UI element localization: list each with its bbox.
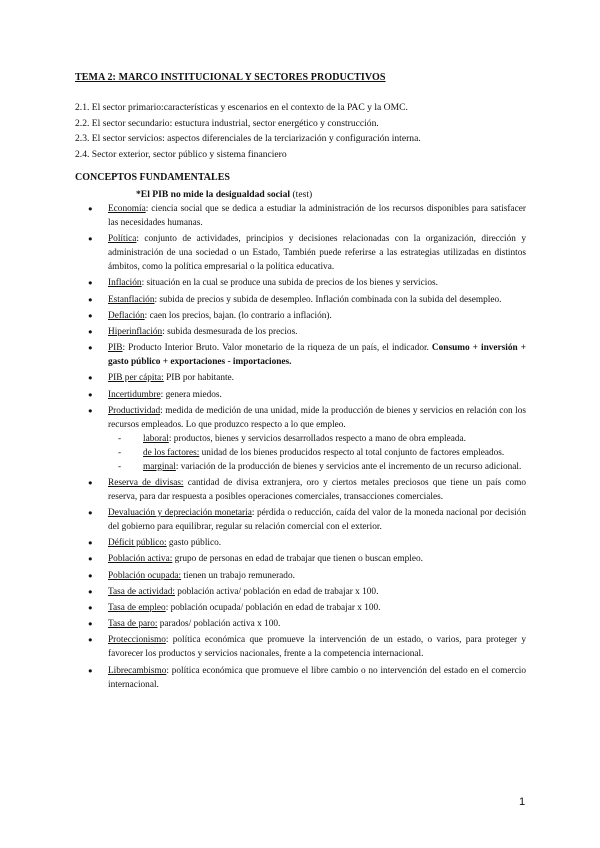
list-item xyxy=(88,585,526,599)
concept-text: : medida de medición de una unidad, mide la producción de bienes y servicios en relación con los recursos empleados. Lo que produzco respecto a lo que empleo. xyxy=(108,405,526,430)
concept-term: Economía xyxy=(108,204,146,214)
sub-text: : productos, bienes y servicios desarrollados respecto a mano de obra empleada. xyxy=(168,433,466,444)
sub-term: laboral xyxy=(143,433,169,444)
concept-text: : ciencia social que se dedica a estudiar la administración de los recursos disponibles para satisfacer las necesidades humanas. xyxy=(108,204,526,228)
concept-text: : subida desmesurada de los precios. xyxy=(162,326,298,337)
sub-text: : variación de la producción de bienes y servicios ante el incremento de un recurso adicional. xyxy=(175,461,522,472)
concept-text: : población ocupada/ población en edad de trabajar x 100. xyxy=(165,603,381,613)
concept-term: Proteccionismo xyxy=(108,635,166,646)
concept-term: Tasa de actividad: xyxy=(108,586,175,597)
sub-list-item xyxy=(112,432,526,446)
list-item xyxy=(88,325,526,339)
page-number: 1 xyxy=(519,796,526,808)
concept-text: : genera miedos. xyxy=(160,389,222,400)
section-heading: CONCEPTOS FUNDAMENTALES xyxy=(75,172,230,183)
list-item xyxy=(88,569,526,583)
concept-text: tienen un trabajo remunerado. xyxy=(181,570,295,581)
concept-text: : política económica que promueve el libre cambio o no intervención del estado en el comercio internacional. xyxy=(108,665,526,690)
pib-note-rest: (test) xyxy=(290,189,313,200)
concept-term: Hiperinflación xyxy=(108,326,163,337)
list-item xyxy=(88,404,526,474)
concept-term: Devaluación y depreciación monetaria xyxy=(108,508,252,519)
sub-text: unidad de los bienes producidos respecto al total conjunto de factores empleados. xyxy=(199,447,505,458)
concept-text: : situación en la cual se produce una subida de precios de los bienes y servicios. xyxy=(141,278,438,289)
concept-text: población activa/ población en edad de trabajar x 100. xyxy=(174,586,379,597)
pib-note xyxy=(136,189,312,200)
concept-term: Población activa: xyxy=(108,554,173,565)
list-item xyxy=(88,202,526,230)
concept-term: Deflación xyxy=(108,310,145,321)
concept-text: : Producto Interior Bruto. Valor monetario de la riqueza de un país, el indicador. xyxy=(122,343,432,354)
concept-text: PIB por habitante. xyxy=(163,373,234,384)
concept-text: : caen los precios, bajan. (lo contrario a inflación). xyxy=(144,310,332,321)
toc-item: 2.4. Sector exterior, sector público y sistema financiero xyxy=(75,148,287,160)
list-item xyxy=(88,552,526,566)
list-item xyxy=(88,371,526,385)
pib-note-bold: *El PIB no mide la desigualdad social xyxy=(136,189,291,200)
pib-formula: Consumo + inversión + gasto público + exportaciones - importaciones. xyxy=(108,343,526,368)
concept-text: : política económica que promueve la intervención de un estado, o varios, para proteger y favorecer los productos y servicios nacionales, frente a la competencia internacional. xyxy=(108,635,526,660)
concept-term: Tasa de empleo xyxy=(108,603,166,613)
list-item xyxy=(88,388,526,402)
concept-text: grupo de personas en edad de trabajar que tienen o buscan empleo. xyxy=(172,554,423,565)
list-item xyxy=(88,633,526,661)
concept-term: PIB per cápita: xyxy=(108,373,164,384)
concept-text: gasto público. xyxy=(166,538,222,549)
list-item xyxy=(88,536,526,550)
list-item xyxy=(88,617,526,631)
concept-term: Déficit público: xyxy=(108,538,167,549)
list-item xyxy=(88,341,526,369)
toc-item: 2.1. El sector primario:características y escenarios en el contexto de la PAC y la OMC. xyxy=(75,102,408,113)
sub-list-item xyxy=(112,460,526,474)
list-item xyxy=(88,293,526,307)
concept-text: cantidad de divisa extranjera, oro y ciertos metales preciosos que tiene un país como reserva, para dar respuesta a posibles operaciones comerciales, transacciones comerciales. xyxy=(108,477,526,502)
concept-term: Política xyxy=(108,234,137,245)
table-of-contents xyxy=(75,100,535,162)
concept-term: PIB xyxy=(108,343,123,354)
concept-term: Incertidumbre xyxy=(108,389,161,400)
productividad-sublist xyxy=(108,432,526,474)
list-item xyxy=(88,232,526,274)
list-item xyxy=(88,309,526,323)
list-item xyxy=(88,506,526,534)
page-title: TEMA 2: MARCO INSTITUCIONAL Y SECTORES PRODUCTIVOS xyxy=(75,72,386,83)
sub-term: marginal xyxy=(143,461,176,472)
list-item xyxy=(88,476,526,504)
concept-term: Estanflación xyxy=(108,294,155,305)
toc-item: 2.3. El sector servicios: aspectos diferenciales de la terciarización y configuración interna. xyxy=(75,133,421,145)
list-item xyxy=(88,276,526,290)
list-item xyxy=(88,601,526,615)
concept-text: : conjunto de actividades, principios y decisiones relacionadas con la organización, dirección y administración de una sociedad o un Estado, También puede referirse a las estrategias utilizadas en distintos ámbitos, como la política empresarial o la política educativa. xyxy=(108,234,526,273)
list-item xyxy=(88,664,526,692)
concept-term: Reserva de divisas: xyxy=(108,477,184,488)
concept-text: : pérdida o reducción, caída del valor de la moneda nacional por decisión del gobierno para equilibrar, regular su relación comercial con el exterior. xyxy=(108,508,526,533)
toc-item: 2.2. El sector secundario: estuctura industrial, sector energético y construcción. xyxy=(75,117,379,129)
sub-term: de los factores: xyxy=(143,447,200,458)
concept-term: Librecambismo xyxy=(108,665,167,676)
concept-text: parados/ población activa x 100. xyxy=(157,619,281,630)
concept-term: Inflación xyxy=(108,278,142,289)
sub-list-item xyxy=(112,446,526,460)
concepts-list xyxy=(88,202,526,694)
concept-term: Productividad xyxy=(108,405,161,416)
concept-text: : subida de precios y subida de desempleo. Inflación combinada con la subida del desempleo. xyxy=(154,294,502,305)
concept-term: Tasa de paro: xyxy=(108,619,158,630)
concept-term: Población ocupada: xyxy=(108,570,182,581)
